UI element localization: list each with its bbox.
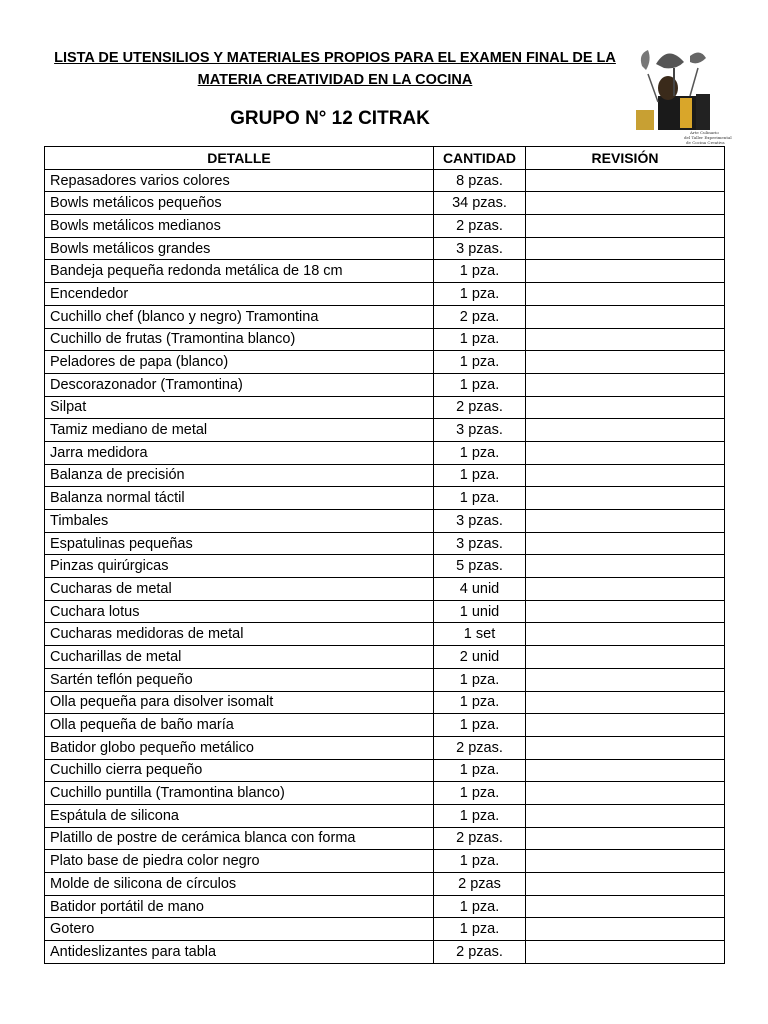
detalle-cell: Cuchillo puntilla (Tramontina blanco) — [45, 782, 434, 805]
document-title-line-2: MATERIA CREATIVIDAD EN LA COCINA — [197, 72, 473, 88]
revision-cell — [526, 169, 725, 192]
cantidad-cell: 3 pzas. — [434, 510, 526, 533]
column-header-cantidad: CANTIDAD — [434, 147, 526, 170]
revision-cell — [526, 600, 725, 623]
table-row — [45, 328, 725, 351]
detalle-cell: Gotero — [45, 918, 434, 941]
table-row — [45, 918, 725, 941]
revision-cell — [526, 759, 725, 782]
cantidad-cell: 1 pza. — [434, 782, 526, 805]
culinary-school-logo-icon — [628, 44, 732, 145]
cantidad-cell: 2 pzas — [434, 873, 526, 896]
table-row — [45, 283, 725, 306]
revision-cell — [526, 895, 725, 918]
cantidad-cell: 1 pza. — [434, 804, 526, 827]
cantidad-cell: 2 pzas. — [434, 827, 526, 850]
table-row — [45, 260, 725, 283]
cantidad-cell: 1 unid — [434, 600, 526, 623]
revision-cell — [526, 441, 725, 464]
table-row — [45, 487, 725, 510]
detalle-cell: Batidor portátil de mano — [45, 895, 434, 918]
revision-cell — [526, 555, 725, 578]
revision-cell — [526, 804, 725, 827]
cantidad-cell: 1 pza. — [434, 328, 526, 351]
cantidad-cell: 1 pza. — [434, 351, 526, 374]
table-row — [45, 668, 725, 691]
revision-cell — [526, 578, 725, 601]
table-row — [45, 895, 725, 918]
cantidad-cell: 1 pza. — [434, 283, 526, 306]
table-row — [45, 441, 725, 464]
revision-cell — [526, 192, 725, 215]
table-row — [45, 351, 725, 374]
table-row — [45, 169, 725, 192]
detalle-cell: Antideslizantes para tabla — [45, 941, 434, 964]
detalle-cell: Bandeja pequeña redonda metálica de 18 cm — [45, 260, 434, 283]
detalle-cell: Cucharillas de metal — [45, 646, 434, 669]
detalle-cell: Jarra medidora — [45, 441, 434, 464]
cantidad-cell: 2 pzas. — [434, 736, 526, 759]
detalle-cell: Tamiz mediano de metal — [45, 419, 434, 442]
revision-cell — [526, 487, 725, 510]
revision-cell — [526, 782, 725, 805]
revision-cell — [526, 623, 725, 646]
cantidad-cell: 2 pzas. — [434, 941, 526, 964]
revision-cell — [526, 510, 725, 533]
cantidad-cell: 1 pza. — [434, 895, 526, 918]
table-row — [45, 804, 725, 827]
table-row — [45, 714, 725, 737]
table-row — [45, 510, 725, 533]
table-row — [45, 941, 725, 964]
detalle-cell: Cuchillo chef (blanco y negro) Tramontina — [45, 305, 434, 328]
detalle-cell: Plato base de piedra color negro — [45, 850, 434, 873]
cantidad-cell: 8 pzas. — [434, 169, 526, 192]
detalle-cell: Olla pequeña para disolver isomalt — [45, 691, 434, 714]
group-title: GRUPO N° 12 CITRAK — [230, 108, 430, 129]
table-row — [45, 827, 725, 850]
revision-cell — [526, 691, 725, 714]
cantidad-cell: 1 pza. — [434, 668, 526, 691]
table-row — [45, 759, 725, 782]
revision-cell — [526, 373, 725, 396]
cantidad-cell: 1 pza. — [434, 850, 526, 873]
table-header-row — [45, 147, 725, 170]
revision-cell — [526, 215, 725, 238]
revision-cell — [526, 351, 725, 374]
cantidad-cell: 1 pza. — [434, 759, 526, 782]
table-row — [45, 736, 725, 759]
detalle-cell: Cuchara lotus — [45, 600, 434, 623]
detalle-cell: Encendedor — [45, 283, 434, 306]
detalle-cell: Bowls metálicos pequeños — [45, 192, 434, 215]
cantidad-cell: 2 unid — [434, 646, 526, 669]
cantidad-cell: 34 pzas. — [434, 192, 526, 215]
revision-cell — [526, 850, 725, 873]
cantidad-cell: 3 pzas. — [434, 532, 526, 555]
detalle-cell: Cucharas de metal — [45, 578, 434, 601]
cantidad-cell: 2 pza. — [434, 305, 526, 328]
table-row — [45, 623, 725, 646]
table-row — [45, 237, 725, 260]
table-row — [45, 396, 725, 419]
column-header-detalle: DETALLE — [45, 147, 434, 170]
detalle-cell: Peladores de papa (blanco) — [45, 351, 434, 374]
document-title — [40, 47, 630, 91]
revision-cell — [526, 260, 725, 283]
column-header-revision: REVISIÓN — [526, 147, 725, 170]
detalle-cell: Batidor globo pequeño metálico — [45, 736, 434, 759]
detalle-cell: Olla pequeña de baño maría — [45, 714, 434, 737]
revision-cell — [526, 941, 725, 964]
revision-cell — [526, 827, 725, 850]
detalle-cell: Espatulinas pequeñas — [45, 532, 434, 555]
table-row — [45, 691, 725, 714]
detalle-cell: Espátula de silicona — [45, 804, 434, 827]
revision-cell — [526, 328, 725, 351]
revision-cell — [526, 237, 725, 260]
revision-cell — [526, 396, 725, 419]
revision-cell — [526, 305, 725, 328]
svg-text:de Cocina Creativa: de Cocina Creativa — [686, 140, 725, 145]
detalle-cell: Descorazonador (Tramontina) — [45, 373, 434, 396]
revision-cell — [526, 918, 725, 941]
cantidad-cell: 2 pzas. — [434, 396, 526, 419]
cantidad-cell: 1 pza. — [434, 260, 526, 283]
revision-cell — [526, 464, 725, 487]
detalle-cell: Silpat — [45, 396, 434, 419]
table-row — [45, 850, 725, 873]
detalle-cell: Platillo de postre de cerámica blanca con forma — [45, 827, 434, 850]
table-row — [45, 873, 725, 896]
utensils-table — [44, 146, 725, 964]
cantidad-cell: 2 pzas. — [434, 215, 526, 238]
cantidad-cell: 1 set — [434, 623, 526, 646]
table-row — [45, 192, 725, 215]
revision-cell — [526, 646, 725, 669]
cantidad-cell: 1 pza. — [434, 691, 526, 714]
revision-cell — [526, 714, 725, 737]
detalle-cell: Balanza normal táctil — [45, 487, 434, 510]
detalle-cell: Repasadores varios colores — [45, 169, 434, 192]
revision-cell — [526, 283, 725, 306]
table-row — [45, 464, 725, 487]
detalle-cell: Molde de silicona de círculos — [45, 873, 434, 896]
cantidad-cell: 4 unid — [434, 578, 526, 601]
cantidad-cell: 1 pza. — [434, 464, 526, 487]
svg-text:Arte Culinario: Arte Culinario — [690, 130, 719, 135]
detalle-cell: Pinzas quirúrgicas — [45, 555, 434, 578]
cantidad-cell: 5 pzas. — [434, 555, 526, 578]
cantidad-cell: 3 pzas. — [434, 419, 526, 442]
table-row — [45, 373, 725, 396]
detalle-cell: Balanza de precisión — [45, 464, 434, 487]
cantidad-cell: 1 pza. — [434, 918, 526, 941]
revision-cell — [526, 873, 725, 896]
cantidad-cell: 1 pza. — [434, 373, 526, 396]
table-row — [45, 555, 725, 578]
table-row — [45, 782, 725, 805]
table-row — [45, 305, 725, 328]
table-row — [45, 532, 725, 555]
detalle-cell: Cuchillo de frutas (Tramontina blanco) — [45, 328, 434, 351]
revision-cell — [526, 419, 725, 442]
svg-text:del Taller Experimental: del Taller Experimental — [684, 135, 732, 140]
detalle-cell: Cuchillo cierra pequeño — [45, 759, 434, 782]
revision-cell — [526, 736, 725, 759]
detalle-cell: Sartén teflón pequeño — [45, 668, 434, 691]
detalle-cell: Bowls metálicos grandes — [45, 237, 434, 260]
cantidad-cell: 1 pza. — [434, 714, 526, 737]
cantidad-cell: 1 pza. — [434, 441, 526, 464]
detalle-cell: Timbales — [45, 510, 434, 533]
revision-cell — [526, 668, 725, 691]
table-row — [45, 578, 725, 601]
table-row — [45, 419, 725, 442]
cantidad-cell: 3 pzas. — [434, 237, 526, 260]
cantidad-cell: 1 pza. — [434, 487, 526, 510]
detalle-cell: Bowls metálicos medianos — [45, 215, 434, 238]
table-row — [45, 600, 725, 623]
revision-cell — [526, 532, 725, 555]
detalle-cell: Cucharas medidoras de metal — [45, 623, 434, 646]
table-row — [45, 215, 725, 238]
document-title-line-1: LISTA DE UTENSILIOS Y MATERIALES PROPIOS PARA EL EXAMEN FINAL DE LA — [54, 50, 616, 66]
table-row — [45, 646, 725, 669]
